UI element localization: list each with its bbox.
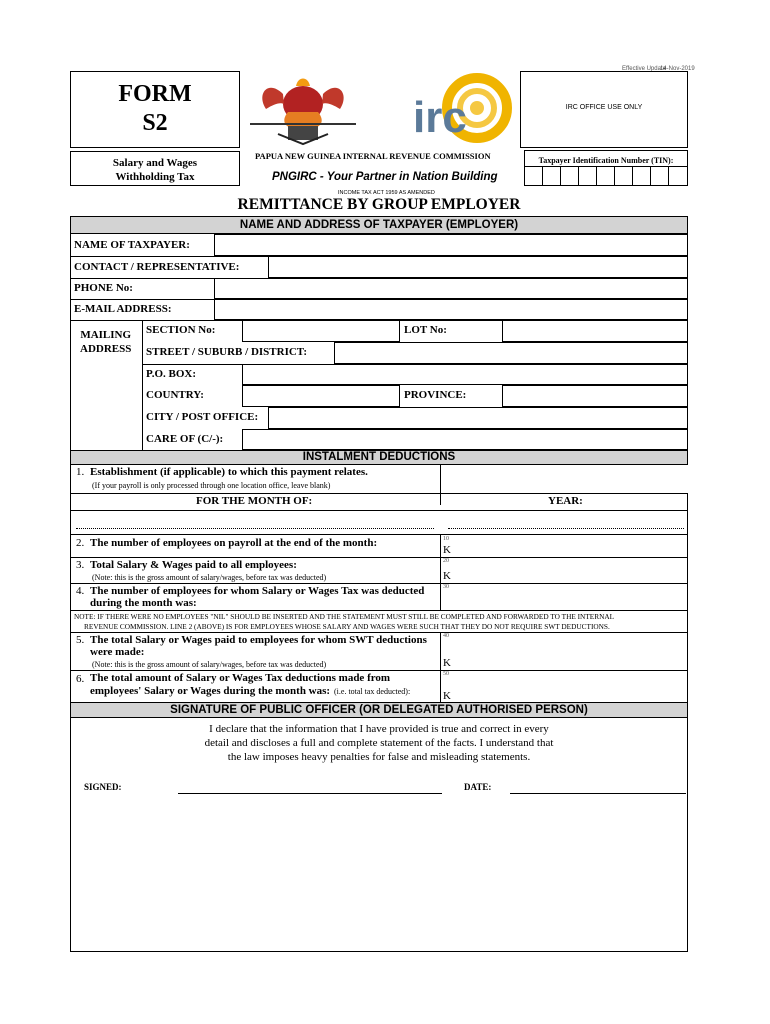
taxpayer-section-header: NAME AND ADDRESS OF TAXPAYER (EMPLOYER) (70, 216, 688, 234)
care-of-field[interactable] (242, 429, 688, 450)
nil-note-line1: NOTE: IF THERE WERE NO EMPLOYEES "NIL" SHOULD BE INSERTED AND THE STATEMENT MUST STILL BE COMPLETED AND FORWARDED TO THE INTERNAL (74, 612, 615, 621)
form-subtitle-line1: Salary and Wages (112, 157, 198, 169)
mailing-label-line2: ADDRESS (80, 343, 132, 355)
section-no-field[interactable] (242, 320, 400, 342)
form-code-box (70, 71, 240, 148)
declaration (70, 722, 688, 764)
country-field[interactable] (242, 385, 400, 407)
tin-digit[interactable] (542, 166, 561, 186)
month-label: FOR THE MONTH OF: (196, 495, 313, 507)
tin-digit-cells (524, 166, 688, 186)
mailing-address-label (80, 328, 131, 356)
po-box-label: P.O. BOX: (146, 368, 197, 380)
instalment-section-header: INSTALMENT DEDUCTIONS (70, 450, 688, 465)
nil-note-line2: REVENUE COMMISSION. LINE 2 (ABOVE) IS FOR EMPLOYEES WHOSE SALARY AND WAGES WERE SUCH THAT THEY DO NOT REQUIRE SWT DEDUCTIONS. (84, 622, 610, 631)
tin-digit[interactable] (614, 166, 633, 186)
item5-note: (Note: this is the gross amount of salary/wages, before tax was deducted) (92, 660, 327, 669)
item2-code: 10 (443, 536, 449, 542)
street-label: STREET / SUBURB / DISTRICT: (146, 346, 307, 358)
png-emblem-icon (248, 74, 358, 146)
item6-k: K (443, 690, 451, 702)
contact-label: CONTACT / REPRESENTATIVE: (74, 261, 240, 273)
tin-digit[interactable] (650, 166, 669, 186)
tin-digit[interactable] (560, 166, 579, 186)
divider (70, 510, 688, 511)
divider (70, 610, 688, 611)
item3-field[interactable] (452, 558, 686, 582)
name-of-taxpayer-label: NAME OF TAXPAYER: (74, 239, 190, 251)
city-label: CITY / POST OFFICE: (146, 411, 259, 423)
logo-text: irc (413, 93, 467, 142)
year-label: YEAR: (548, 495, 583, 507)
tin-digit[interactable] (632, 166, 651, 186)
section-no-label: SECTION No: (146, 324, 216, 336)
item6-label-line2: employees' Salary or Wages during the month was: (90, 685, 331, 697)
item5-field[interactable] (452, 633, 686, 669)
declaration-line2: detail and discloses a full and complete statement of the facts. I understand that (204, 737, 554, 749)
item4-field[interactable] (452, 584, 686, 609)
item5-label-line1: The total Salary or Wages paid to employees for whom SWT deductions (90, 634, 427, 646)
email-label: E-MAIL ADDRESS: (74, 303, 172, 315)
month-input-line[interactable] (76, 528, 434, 529)
item1-note: (If your payroll is only processed through one location office, leave blank) (92, 481, 331, 490)
item1-label: Establishment (if applicable) to which this payment relates. (90, 466, 368, 478)
city-field[interactable] (268, 407, 688, 429)
item5-number: 5. (76, 634, 85, 646)
email-field[interactable] (214, 299, 688, 320)
tin-label: Taxpayer Identification Number (TIN): (538, 156, 674, 165)
office-use-box (520, 71, 688, 148)
declaration-line3: the law imposes heavy penalties for false and misleading statements. (227, 751, 531, 763)
lot-no-label: LOT No: (404, 324, 447, 336)
act-reference: INCOME TAX ACT 1959 AS AMENDED (338, 190, 435, 196)
lot-no-field[interactable] (502, 320, 688, 342)
po-box-field[interactable] (242, 364, 688, 385)
item3-code: 20 (443, 558, 449, 564)
mailing-label-line1: MAILING (80, 329, 132, 341)
item2-k: K (443, 544, 451, 556)
date-label: DATE: (464, 782, 492, 792)
item6-field[interactable] (452, 671, 686, 701)
item4-label-line2: during the month was: (90, 597, 197, 609)
year-input-line[interactable] (448, 528, 684, 529)
irc-logo-icon (405, 72, 515, 147)
item6-label-line1: The total amount of Salary or Wages Tax deductions made from (90, 672, 391, 684)
declaration-line1: I declare that the information that I have provided is true and correct in every (209, 723, 549, 735)
revision-label: Effective Update (622, 66, 666, 72)
amount-column-divider (440, 632, 441, 702)
item4-code: 30 (443, 584, 449, 590)
tin-digit[interactable] (524, 166, 543, 186)
divider (70, 534, 688, 535)
signature-section-header: SIGNATURE OF PUBLIC OFFICER (OR DELEGATED AUTHORISED PERSON) (70, 702, 688, 718)
form-word: FORM (118, 81, 192, 107)
item1-number: 1. (76, 466, 85, 478)
revision-date: 14-Nov-2019 (660, 66, 695, 72)
country-label: COUNTRY: (146, 389, 204, 401)
phone-label: PHONE No: (74, 282, 133, 294)
item3-label: Total Salary & Wages paid to all employees: (90, 559, 297, 571)
street-field[interactable] (334, 342, 688, 364)
form-subtitle-box (70, 151, 240, 186)
item4-label-line1: The number of employees for whom Salary or Wages Tax was deducted (90, 585, 425, 597)
contact-field[interactable] (268, 256, 688, 278)
amount-column-divider (440, 534, 441, 610)
main-title: REMITTANCE BY GROUP EMPLOYER (237, 196, 521, 213)
item3-k: K (443, 570, 451, 582)
item3-note: (Note: this is the gross amount of salary/wages, before tax was deducted) (92, 573, 327, 582)
item6-number: 6. (76, 673, 85, 685)
item2-label: The number of employees on payroll at the end of the month: (90, 537, 378, 549)
date-line[interactable] (510, 793, 686, 794)
establishment-field[interactable] (441, 465, 688, 493)
item6-code: 50 (443, 671, 449, 677)
divider (70, 493, 688, 494)
item2-number: 2. (76, 537, 85, 549)
tin-digit[interactable] (668, 166, 688, 186)
name-of-taxpayer-field[interactable] (214, 234, 688, 256)
item2-field[interactable] (452, 536, 686, 556)
item6-note: (i.e. total tax deducted): (334, 687, 411, 696)
item5-code: 40 (443, 633, 449, 639)
item5-k: K (443, 657, 451, 669)
province-label: PROVINCE: (404, 389, 467, 401)
phone-field[interactable] (214, 278, 688, 299)
agency-name: PAPUA NEW GUINEA INTERNAL REVENUE COMMISSION (255, 151, 491, 161)
signed-line[interactable] (178, 793, 442, 794)
office-use-label: IRC OFFICE USE ONLY (565, 104, 643, 111)
item4-number: 4. (76, 585, 85, 597)
item5-label-line2: were made: (90, 646, 145, 658)
tin-digit[interactable] (596, 166, 615, 186)
province-field[interactable] (502, 385, 688, 407)
care-of-label: CARE OF (C/-): (146, 433, 224, 445)
form-subtitle-line2: Withholding Tax (115, 171, 195, 183)
slogan: PNGIRC - Your Partner in Nation Building (272, 171, 498, 183)
signed-label: SIGNED: (84, 782, 122, 792)
item3-number: 3. (76, 559, 85, 571)
tin-digit[interactable] (578, 166, 597, 186)
address-divider (142, 320, 143, 450)
form-code: S2 (142, 110, 168, 136)
